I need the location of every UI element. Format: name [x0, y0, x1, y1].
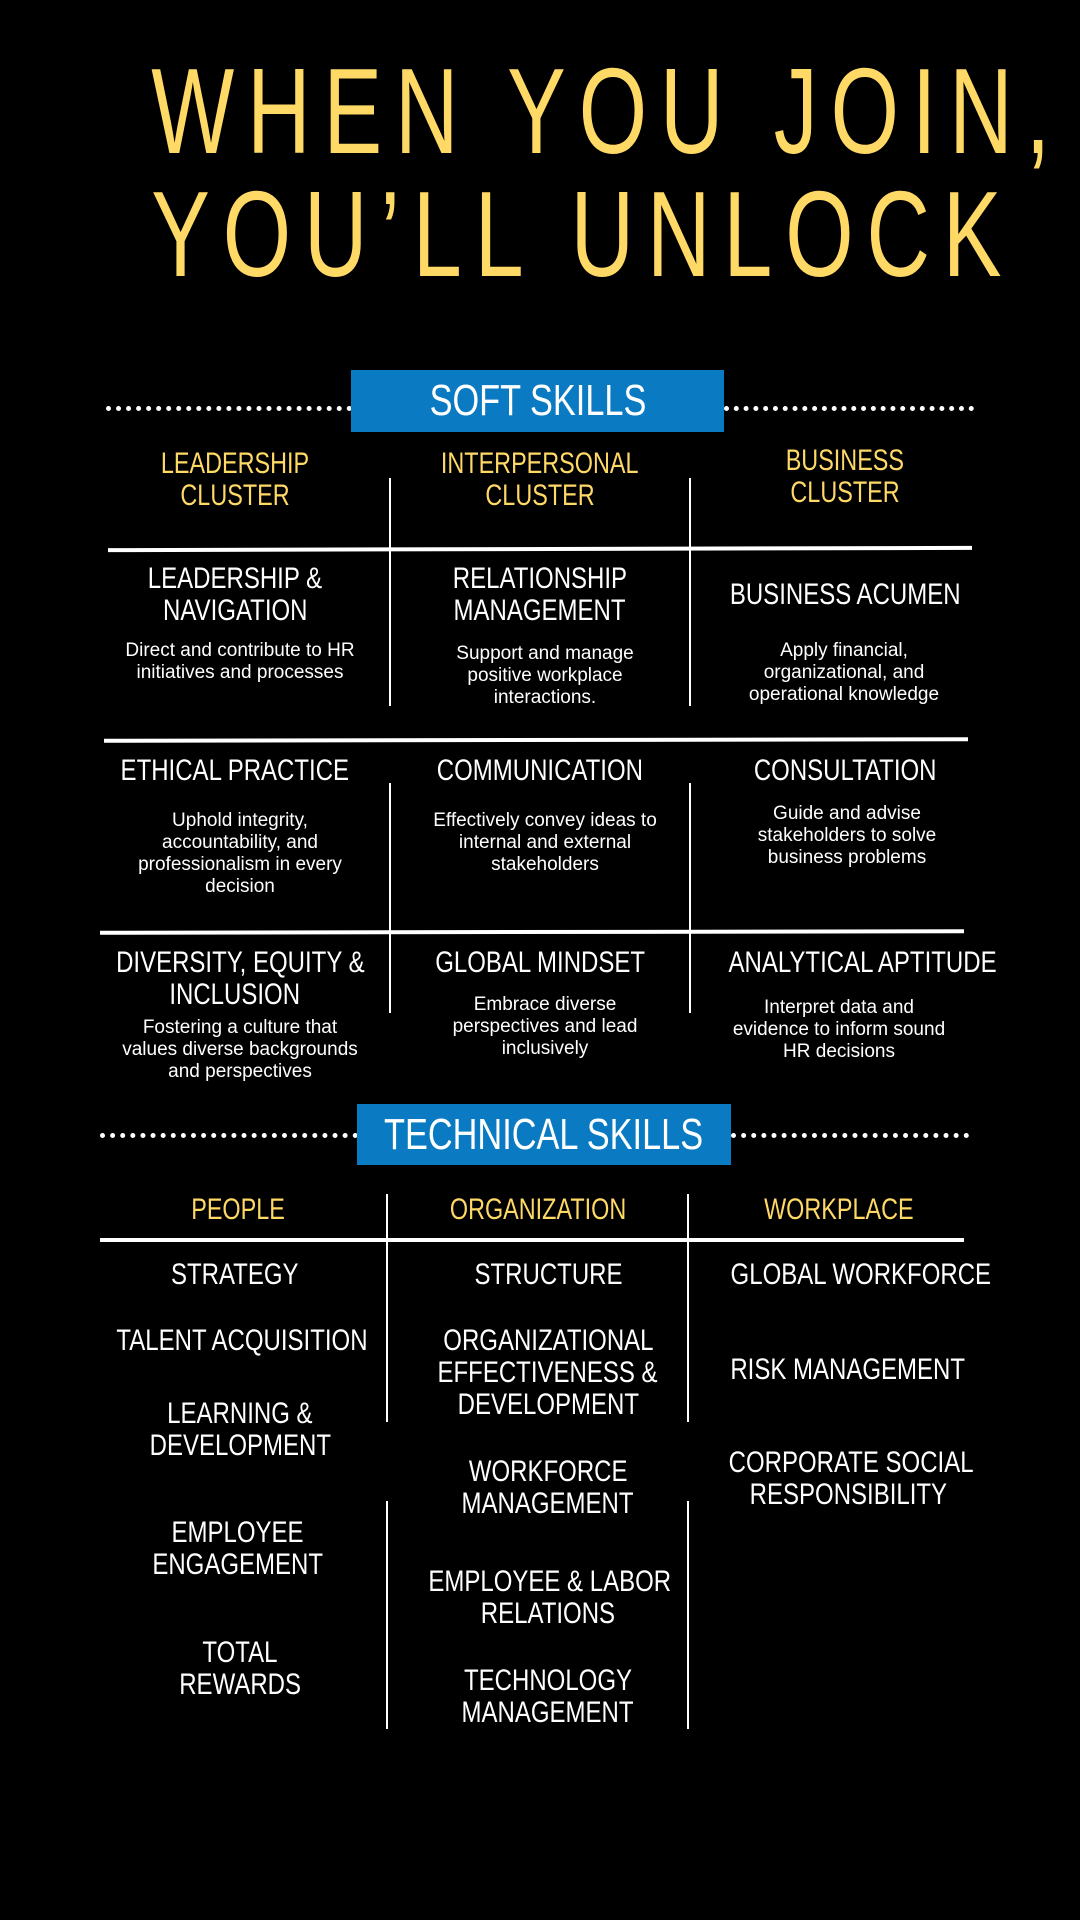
- skill-title-ethical-practice: [85, 755, 385, 787]
- tech-header-organization: [388, 1194, 688, 1226]
- technical-skills-divider-right: [731, 1133, 969, 1138]
- tech-item-line: TALENT ACQUISITION: [116, 1324, 368, 1357]
- skill-title-line: ETHICAL PRACTICE: [120, 754, 350, 787]
- cluster-header-line: CLUSTER: [180, 479, 290, 512]
- tech-item-line: MANAGEMENT: [461, 1696, 634, 1729]
- tech-item-line: STRUCTURE: [474, 1258, 622, 1291]
- skill-title-line: DIVERSITY, EQUITY &: [116, 946, 365, 979]
- skill-description: Interpret data and evidence to inform sound HR decisions: [732, 997, 946, 1062]
- skill-title-communication: [390, 755, 690, 787]
- tech-item-line: DEVELOPMENT: [457, 1388, 639, 1421]
- tech-item-line: EMPLOYEE: [171, 1516, 305, 1549]
- tech-item-line: RESPONSIBILITY: [749, 1478, 947, 1511]
- tech-item-employee-labor-relations: [398, 1566, 698, 1630]
- skill-title-consultation: [695, 755, 995, 787]
- skill-title-line: NAVIGATION: [162, 594, 308, 627]
- page-title-line-1: WHEN YOU JOIN,: [151, 43, 1064, 179]
- cluster-header-leadership: [85, 448, 385, 512]
- page-title-line-2: YOU’LL UNLOCK: [151, 166, 1015, 302]
- tech-header-label: ORGANIZATION: [449, 1193, 627, 1226]
- tech-item-line: TOTAL: [202, 1636, 278, 1669]
- skill-description: Direct and contribute to HR initiatives and processes: [125, 640, 355, 683]
- cluster-header-business: [695, 445, 995, 509]
- skill-title-line: LEADERSHIP &: [147, 562, 323, 595]
- tech-item-risk-management: [698, 1354, 998, 1386]
- skill-title-line: BUSINESS ACUMEN: [729, 578, 961, 611]
- skill-title-diversity-equity-inclusion: [85, 947, 385, 1011]
- tech-item-employee-engagement: [88, 1517, 388, 1581]
- skill-title-global-mindset: [390, 947, 690, 979]
- soft-skills-divider-left: [106, 406, 352, 411]
- skill-title-analytical-aptitude: [695, 947, 995, 979]
- skill-title-leadership-navigation: [85, 563, 385, 627]
- tech-item-line: LEARNING &: [167, 1397, 313, 1430]
- skill-description: Embrace diverse perspectives and lead inclusively: [452, 994, 638, 1059]
- tech-item-line: TECHNOLOGY: [463, 1664, 633, 1697]
- tech-item-line: DEVELOPMENT: [149, 1429, 331, 1462]
- skill-description: Support and manage positive workplace interactions.: [456, 643, 634, 708]
- cluster-header-line: BUSINESS: [785, 444, 905, 477]
- skill-title-line: COMMUNICATION: [436, 754, 644, 787]
- technical-skills-header-divider: [100, 1238, 964, 1242]
- tech-item-line: WORKFORCE: [468, 1455, 628, 1488]
- soft-skills-banner: [351, 370, 724, 432]
- soft-skills-row-divider: [108, 546, 972, 552]
- tech-item-strategy: [85, 1259, 385, 1291]
- skill-title-line: INCLUSION: [169, 978, 301, 1011]
- tech-item-organizational-effectiveness: [398, 1325, 698, 1421]
- soft-skills-row-divider: [100, 929, 964, 935]
- tech-item-line: EMPLOYEE & LABOR: [428, 1565, 672, 1598]
- skill-description: Effectively convey ideas to internal and external stakeholders: [433, 810, 657, 875]
- tech-item-line: MANAGEMENT: [461, 1487, 634, 1520]
- tech-header-label: PEOPLE: [191, 1193, 285, 1226]
- skill-title-relationship-management: [390, 563, 690, 627]
- tech-header-label: WORKPLACE: [764, 1193, 914, 1226]
- technical-skills-divider-left: [100, 1133, 358, 1138]
- tech-item-line: CORPORATE SOCIAL: [728, 1446, 974, 1479]
- tech-header-workplace: [689, 1194, 989, 1226]
- skill-title-line: RELATIONSHIP: [452, 562, 628, 595]
- skill-description: Apply financial, organizational, and operational knowledge: [748, 640, 940, 705]
- cluster-header-line: INTERPERSONAL: [441, 447, 639, 480]
- technical-skills-banner-label: TECHNICAL SKILLS: [384, 1109, 704, 1159]
- soft-skills-divider-right: [724, 406, 974, 411]
- skill-title-line: GLOBAL MINDSET: [435, 946, 645, 979]
- skill-description: Guide and advise stakeholders to solve business problems: [757, 803, 937, 868]
- tech-item-line: GLOBAL WORKFORCE: [730, 1258, 992, 1291]
- tech-header-people: [88, 1194, 388, 1226]
- skill-title-line: MANAGEMENT: [453, 594, 626, 627]
- tech-item-line: ORGANIZATIONAL: [442, 1324, 654, 1357]
- skill-description: Fostering a culture that values diverse backgrounds and perspectives: [122, 1017, 358, 1082]
- tech-item-line: RISK MANAGEMENT: [730, 1353, 966, 1386]
- tech-item-global-workforce: [698, 1259, 998, 1291]
- cluster-header-line: CLUSTER: [790, 476, 900, 509]
- tech-item-learning-development: [90, 1398, 390, 1462]
- cluster-header-line: CLUSTER: [485, 479, 595, 512]
- skill-title-line: ANALYTICAL APTITUDE: [728, 946, 997, 979]
- soft-skills-row-divider: [104, 737, 968, 743]
- cluster-header-interpersonal: [390, 448, 690, 512]
- tech-item-line: ENGAGEMENT: [152, 1548, 324, 1581]
- tech-item-talent-acquisition: [85, 1325, 385, 1357]
- skill-title-business-acumen: [695, 579, 995, 611]
- skill-description: Uphold integrity, accountability, and professionalism in every decision: [138, 810, 342, 897]
- cluster-header-line: LEADERSHIP: [160, 447, 310, 480]
- tech-item-technology-management: [398, 1665, 698, 1729]
- tech-item-line: RELATIONS: [480, 1597, 616, 1630]
- tech-item-line: STRATEGY: [171, 1258, 299, 1291]
- tech-item-structure: [398, 1259, 698, 1291]
- tech-item-corporate-social-responsibility: [698, 1447, 998, 1511]
- technical-skills-banner: [357, 1104, 731, 1165]
- tech-item-total-rewards: [90, 1637, 390, 1701]
- technical-skills-column-divider: [386, 1194, 388, 1422]
- tech-item-line: REWARDS: [179, 1668, 301, 1701]
- tech-item-line: EFFECTIVENESS &: [437, 1356, 659, 1389]
- tech-item-workforce-management: [398, 1456, 698, 1520]
- skill-title-line: CONSULTATION: [753, 754, 937, 787]
- soft-skills-banner-label: SOFT SKILLS: [429, 376, 646, 425]
